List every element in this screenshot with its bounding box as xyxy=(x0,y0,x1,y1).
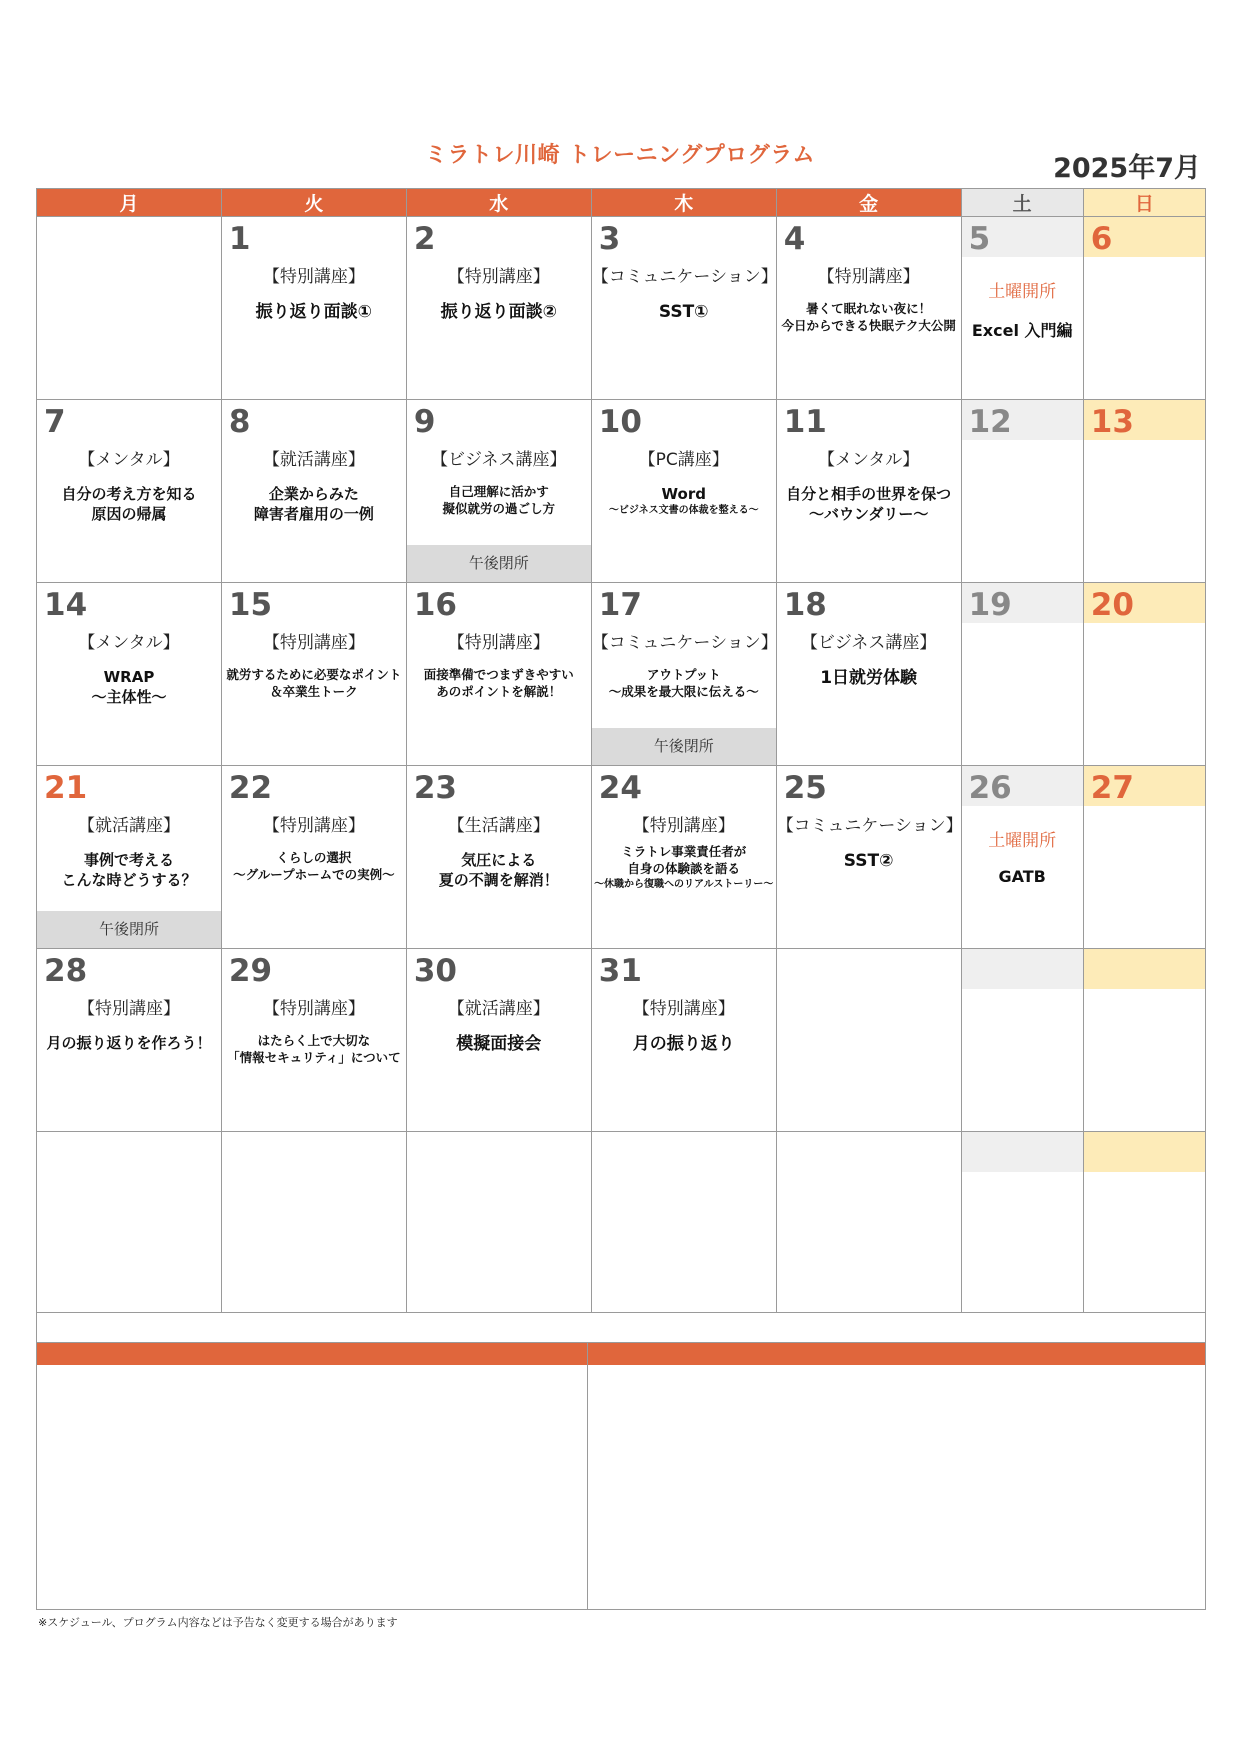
day-cell-9 xyxy=(406,400,591,583)
afternoon-closed-bar: 午後閉所 xyxy=(407,545,591,582)
event-subtitle: 自身の体験談を語る xyxy=(627,860,740,876)
day-number: 30 xyxy=(413,953,457,989)
weekday-sat: 土 xyxy=(961,189,1083,217)
event-subtitle: 障害者雇用の一例 xyxy=(253,505,374,524)
event-subtitle: 夏の不調を解消！ xyxy=(438,871,559,890)
spacer-row xyxy=(36,1306,1206,1342)
day-cell-empty xyxy=(776,1132,961,1313)
day-number-holiday: 21 xyxy=(44,770,88,806)
day-number: 11 xyxy=(783,404,827,440)
event-category: 【特別講座】 xyxy=(77,999,180,1019)
event-title: 自己理解に活かす xyxy=(448,484,549,499)
event-category: 【ビジネス講座】 xyxy=(431,450,567,470)
day-number: 13 xyxy=(1084,400,1205,440)
day-cell-15 xyxy=(221,583,406,766)
event-subtitle: ～ビジネス文書の体裁を整える～ xyxy=(608,505,759,517)
event-title: 就労するために必要なポイント xyxy=(226,667,402,682)
day-cell-6 xyxy=(1083,217,1205,400)
day-cell-28 xyxy=(37,949,222,1132)
event-title: GATB xyxy=(998,867,1046,886)
event-title: 月の振り返りを作ろう！ xyxy=(46,1034,212,1052)
event-title: 気圧による xyxy=(461,851,537,869)
event-category: 【コミュニケーション】 xyxy=(591,633,778,653)
event-category: 【特別講座】 xyxy=(262,816,365,836)
day-cell-empty xyxy=(406,1132,591,1313)
event-title: SST② xyxy=(843,851,894,871)
event-category: 【特別講座】 xyxy=(262,999,365,1019)
day-cell-12 xyxy=(961,400,1083,583)
day-cell-3 xyxy=(591,217,776,400)
day-cell-5 xyxy=(961,217,1083,400)
day-number: 10 xyxy=(598,404,642,440)
day-number: 26 xyxy=(962,766,1083,806)
event-subtitle: こんな時どうする？ xyxy=(61,871,197,890)
day-number: 14 xyxy=(44,587,88,623)
event-subtitle: ～グループホームでの実例～ xyxy=(233,866,395,882)
day-cell-23 xyxy=(406,766,591,949)
event-category: 【特別講座】 xyxy=(447,633,550,653)
day-cell-empty xyxy=(1083,949,1205,1132)
notes-section xyxy=(36,1342,1206,1610)
event-category: 【就活講座】 xyxy=(77,816,180,836)
weekday-mon: 月 xyxy=(37,189,222,217)
event-category: 【特別講座】 xyxy=(447,267,550,287)
event-title: 暑くて眠れない夜に！ xyxy=(806,301,932,316)
notes-panel-right xyxy=(588,1343,1205,1609)
event-category: 【メンタル】 xyxy=(78,450,180,470)
day-number: 23 xyxy=(413,770,457,806)
day-cell-31 xyxy=(591,949,776,1132)
day-cell-empty xyxy=(221,1132,406,1313)
event-subtitle: ～成果を最大限に伝える～ xyxy=(608,683,759,699)
day-cell-21 xyxy=(37,766,222,949)
event-category: 【コミュニケーション】 xyxy=(776,816,963,836)
day-number: 2 xyxy=(413,221,436,257)
day-number: 18 xyxy=(783,587,827,623)
day-number: 19 xyxy=(962,583,1083,623)
day-cell-20 xyxy=(1083,583,1205,766)
week-row xyxy=(37,1132,1206,1313)
day-number: 16 xyxy=(413,587,457,623)
day-number: 8 xyxy=(228,404,251,440)
day-number: 29 xyxy=(228,953,273,989)
event-category: 【就活講座】 xyxy=(262,450,365,470)
weekday-sun: 日 xyxy=(1083,189,1205,217)
saturday-open-label: 土曜開所 xyxy=(988,282,1057,302)
event-title: 自分と相手の世界を保つ xyxy=(786,485,952,503)
calendar-grid xyxy=(36,188,1206,1313)
event-title: 月の振り返り xyxy=(632,1034,735,1054)
day-number: 9 xyxy=(413,404,436,440)
event-subtitle: 擬似就労の過ごし方 xyxy=(442,500,556,516)
day-number: 3 xyxy=(598,221,621,257)
day-number: 27 xyxy=(1084,766,1205,806)
week-row xyxy=(37,949,1206,1132)
day-number-empty xyxy=(1084,1132,1205,1172)
day-cell-2 xyxy=(406,217,591,400)
event-title: Excel 入門編 xyxy=(971,321,1073,340)
event-title: 企業からみた xyxy=(268,485,359,503)
day-number: 28 xyxy=(44,953,88,989)
event-title: SST① xyxy=(658,302,709,322)
day-cell-8 xyxy=(221,400,406,583)
event-title: 模擬面接会 xyxy=(456,1034,542,1054)
weekday-fri: 金 xyxy=(776,189,961,217)
event-category: 【生活講座】 xyxy=(447,816,550,836)
notes-header-bar xyxy=(588,1343,1205,1365)
event-category: 【特別講座】 xyxy=(817,267,920,287)
day-cell-empty xyxy=(37,217,222,400)
event-category: 【PC講座】 xyxy=(638,450,729,470)
day-cell-22 xyxy=(221,766,406,949)
day-cell-26 xyxy=(961,766,1083,949)
week-row xyxy=(37,766,1206,949)
day-cell-empty xyxy=(961,949,1083,1132)
event-subtitle: ～バウンダリー～ xyxy=(808,505,929,524)
month-label: 2025年7月 xyxy=(1053,153,1201,184)
day-cell-empty xyxy=(776,949,961,1132)
event-subtitle: 「情報セキュリティ」について xyxy=(227,1049,401,1065)
day-number: 5 xyxy=(962,217,1083,257)
event-title: WRAP xyxy=(103,668,155,686)
day-cell-empty xyxy=(37,1132,222,1313)
day-cell-24 xyxy=(591,766,776,949)
day-number: 6 xyxy=(1084,217,1205,257)
event-category: 【特別講座】 xyxy=(632,816,735,836)
week-row xyxy=(37,583,1206,766)
event-title: 事例で考える xyxy=(83,851,174,869)
event-category: 【メンタル】 xyxy=(817,450,920,470)
day-cell-18 xyxy=(776,583,961,766)
event-note: ～休職から復職へのリアルストーリー～ xyxy=(594,878,774,890)
event-subtitle: 今日からできる快眠テク大公開 xyxy=(781,317,956,333)
day-number: 22 xyxy=(228,770,273,806)
day-cell-27 xyxy=(1083,766,1205,949)
event-title: Word xyxy=(661,485,706,503)
event-category: 【就活講座】 xyxy=(447,999,550,1019)
event-category: 【特別講座】 xyxy=(632,999,735,1019)
day-cell-7 xyxy=(37,400,222,583)
afternoon-closed-bar: 午後閉所 xyxy=(37,911,221,948)
notes-header-bar xyxy=(37,1343,587,1365)
event-title: アウトプット xyxy=(646,667,721,682)
afternoon-closed-bar: 午後閉所 xyxy=(592,728,776,765)
day-cell-1 xyxy=(221,217,406,400)
day-number: 31 xyxy=(598,953,642,989)
day-cell-14 xyxy=(37,583,222,766)
day-number: 4 xyxy=(783,221,806,257)
day-number: 25 xyxy=(783,770,827,806)
event-subtitle: ～主体性～ xyxy=(91,688,167,707)
weekday-tue: 火 xyxy=(221,189,406,217)
event-subtitle: あのポイントを解説！ xyxy=(436,683,562,699)
day-number-empty xyxy=(962,949,1083,989)
weekday-thu: 木 xyxy=(591,189,776,217)
week-row xyxy=(37,217,1206,400)
event-title: ミラトレ事業責任者が xyxy=(621,844,747,859)
day-number-empty xyxy=(962,1132,1083,1172)
notes-panel-left xyxy=(37,1343,588,1609)
day-cell-30 xyxy=(406,949,591,1132)
day-number: 7 xyxy=(44,404,66,440)
event-title: 自分の考え方を知る xyxy=(61,485,197,503)
day-number: 1 xyxy=(228,221,251,257)
day-cell-empty xyxy=(591,1132,776,1313)
event-category: 【特別講座】 xyxy=(262,633,365,653)
day-cell-10 xyxy=(591,400,776,583)
day-cell-11 xyxy=(776,400,961,583)
event-category: 【特別講座】 xyxy=(262,267,365,287)
day-number: 15 xyxy=(228,587,273,623)
footer-note: ※スケジュール、プログラム内容などは予告なく変更する場合があります xyxy=(38,1616,398,1629)
event-title: 振り返り面談② xyxy=(440,302,557,322)
weekday-header-row xyxy=(37,189,1206,217)
day-cell-19 xyxy=(961,583,1083,766)
event-title: くらしの選択 xyxy=(276,850,352,865)
day-number-empty xyxy=(1084,949,1205,989)
event-subtitle: 原因の帰属 xyxy=(91,505,167,524)
saturday-open-label: 土曜開所 xyxy=(988,831,1057,851)
day-number: 17 xyxy=(598,587,642,623)
day-cell-empty xyxy=(1083,1132,1205,1313)
day-cell-4 xyxy=(776,217,961,400)
weekday-wed: 水 xyxy=(406,189,591,217)
event-category: 【コミュニケーション】 xyxy=(591,267,778,287)
week-row xyxy=(37,400,1206,583)
event-title: 1日就労体験 xyxy=(820,668,918,688)
day-number: 24 xyxy=(598,770,642,806)
day-cell-empty xyxy=(961,1132,1083,1313)
day-cell-17 xyxy=(591,583,776,766)
day-cell-25 xyxy=(776,766,961,949)
event-subtitle: ＆卒業生トーク xyxy=(270,683,358,699)
day-cell-16 xyxy=(406,583,591,766)
day-number: 12 xyxy=(962,400,1083,440)
day-number: 20 xyxy=(1084,583,1205,623)
event-category: 【メンタル】 xyxy=(78,633,180,653)
page-title: ミラトレ川崎 トレーニングプログラム xyxy=(424,143,815,168)
day-cell-13 xyxy=(1083,400,1205,583)
event-title: 振り返り面談① xyxy=(255,302,373,322)
event-category: 【ビジネス講座】 xyxy=(800,633,937,653)
event-title: はたらく上で大切な xyxy=(257,1033,371,1048)
day-cell-29 xyxy=(221,949,406,1132)
event-title: 面接準備でつまずきやすい xyxy=(423,667,574,682)
